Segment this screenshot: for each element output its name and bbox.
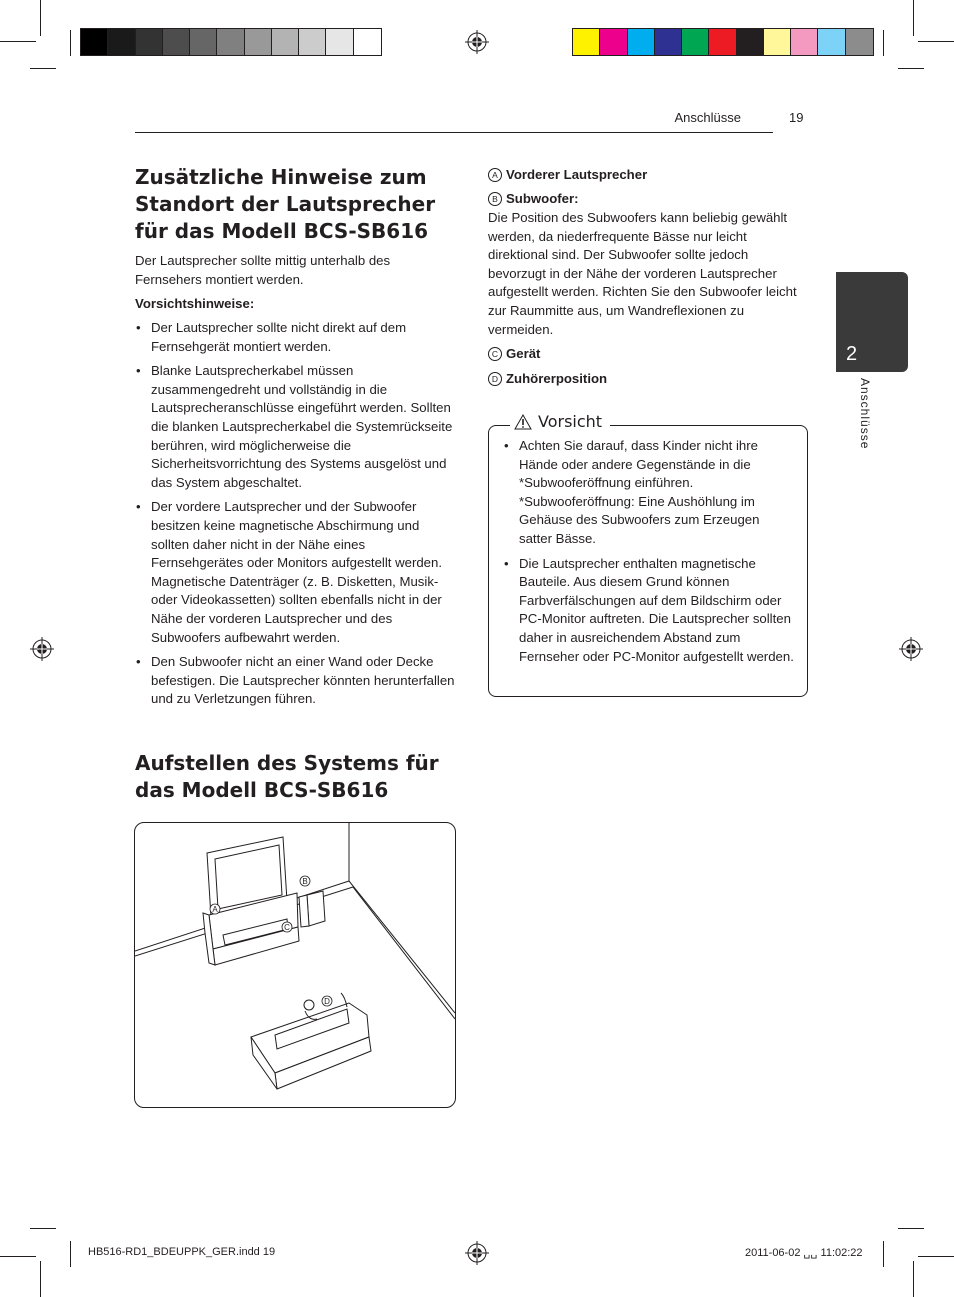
color-swatch <box>764 29 791 55</box>
crop-mark <box>40 0 41 36</box>
warnings-label: Vorsichtshinweise: <box>135 296 255 311</box>
crop-mark <box>913 1261 914 1297</box>
crop-mark <box>0 1256 36 1257</box>
crop-mark <box>918 1256 954 1257</box>
legend-marker-b: B <box>488 192 502 206</box>
color-swatch <box>326 29 353 55</box>
list-item: • Blanke Lautsprecherkabel müssen zusammengedreht und vollständig in die Lautsprecheranschlüsse eingeführt werden. Sollten die blanken Lautsprecherkabel die Systemrückseite berühren, wird möglicherweise die Sicherheitsvorrichtung des Systems ausgelöst und das System abgeschaltet. <box>135 362 457 492</box>
color-swatch <box>81 29 108 55</box>
color-swatch <box>217 29 244 55</box>
intro-paragraph: Der Lautsprecher sollte mittig unterhalb des Fernsehers montiert werden. <box>135 253 391 287</box>
legend-item-c <box>488 345 808 364</box>
crop-mark <box>913 0 914 36</box>
crop-mark <box>70 30 71 56</box>
color-swatch <box>190 29 217 55</box>
warning-triangle-icon <box>514 414 532 430</box>
color-swatch <box>245 29 272 55</box>
color-swatch <box>272 29 299 55</box>
caution-title: Vorsicht <box>538 412 603 431</box>
color-swatch <box>846 29 873 55</box>
color-swatch <box>600 29 627 55</box>
legend-label-d: Zuhörerposition <box>506 371 608 386</box>
room-illustration <box>135 823 455 1107</box>
registration-mark-icon <box>465 1241 489 1265</box>
crop-mark <box>40 1261 41 1297</box>
crop-mark <box>0 41 36 42</box>
legend-label-a: Vorderer Lautsprecher <box>506 167 648 182</box>
crop-mark <box>70 1241 71 1267</box>
color-bar <box>572 28 874 56</box>
color-swatch <box>108 29 135 55</box>
color-swatch <box>573 29 600 55</box>
color-swatch <box>136 29 163 55</box>
legend-item-d <box>488 370 808 389</box>
color-swatch <box>737 29 764 55</box>
chapter-number: 2 <box>846 343 858 365</box>
legend-marker-c: C <box>488 347 502 361</box>
color-swatch <box>818 29 845 55</box>
legend-label-b: Subwoofer: <box>506 191 579 206</box>
registration-mark-icon <box>30 637 54 661</box>
diagram-label-c: C <box>284 923 290 932</box>
color-swatch <box>628 29 655 55</box>
color-swatch <box>163 29 190 55</box>
section-heading-setup: Aufstellen des Systems für das Modell BCS-SB616 <box>135 751 439 802</box>
color-swatch <box>655 29 682 55</box>
list-item: • Die Lautsprecher enthalten magnetische Bauteile. Aus diesem Grund können Farbverfälschungen auf dem Bildschirm oder PC-Monitor auftreten. Die Lautsprecher sollten daher in ausreichendem Abstand zum Fernseher oder PC-Monitor aufgestellt werden. <box>503 555 796 667</box>
footer-filename: HB516-RD1_BDEUPPK_GER.indd 19 <box>88 1246 276 1258</box>
legend-item-b <box>488 190 808 209</box>
crop-mark <box>30 68 56 69</box>
header-title: Anschlüsse <box>674 110 741 125</box>
list-item: • Den Subwoofer nicht an einer Wand oder Decke befestigen. Die Lautsprecher könnten herunterfallen und zu Verletzungen führen. <box>135 653 457 709</box>
page-number: 19 <box>789 110 804 125</box>
section-heading-placement: Zusätzliche Hinweise zum Standort der Lautsprecher für das Modell BCS-SB616 <box>135 165 436 243</box>
diagram-label-d: D <box>324 997 330 1006</box>
legend-item-a <box>488 166 808 185</box>
list-item: • Der vordere Lautsprecher und der Subwoofer besitzen keine magnetische Abschirmung und sollten daher nicht in der Nähe eines Fernsehgerätes oder Monitors aufgestellt werden. Magnetische Datenträger (z. B. Disketten, Musik- oder Videokassetten) sollten ebenfalls nicht in der Nähe der vorderen Lautsprecher und des Subwoofers aufbewahrt werden. <box>135 498 457 647</box>
subwoofer-description: Die Position des Subwoofers kann beliebig gewählt werden, da niederfrequente Bässe nur leicht direktional sind. Der Subwoofer sollte jedoch bevorzugt in der Nähe der vorderen Lautsprecher aufgestellt werden. Richten Sie den Subwoofer leicht zur Raummitte aus, um Wandreflexionen zu vermeiden. <box>488 210 797 337</box>
caution-heading <box>510 412 610 431</box>
legend-label-c: Gerät <box>506 346 541 361</box>
crop-mark <box>883 30 884 56</box>
warnings-list <box>135 319 457 715</box>
crop-mark <box>898 1228 924 1229</box>
legend-marker-a: A <box>488 168 502 182</box>
crop-mark <box>883 1241 884 1267</box>
list-item: • Der Lautsprecher sollte nicht direkt auf dem Fernsehgerät montiert werden. <box>135 319 457 356</box>
legend-marker-d: D <box>488 372 502 386</box>
footer-timestamp: 2011-06-02 ␣␣ 11:02:22 <box>745 1247 863 1259</box>
crop-mark <box>898 68 924 69</box>
registration-mark-icon <box>465 30 489 54</box>
color-swatch <box>299 29 326 55</box>
running-header <box>135 110 773 133</box>
diagram-label-a: A <box>212 905 218 914</box>
crop-mark <box>918 41 954 42</box>
room-setup-diagram <box>134 822 456 1108</box>
list-item: • Achten Sie darauf, dass Kinder nicht ihre Hände oder andere Gegenstände in die *Subwooferöffnung einführen. *Subwooferöffnung: Eine Aushöhlung im Gehäuse des Subwoofers zum Erzeugen satter Bässe. <box>503 437 796 549</box>
crop-mark <box>30 1228 56 1229</box>
caution-list <box>503 437 796 672</box>
registration-mark-icon <box>899 637 923 661</box>
diagram-label-b: B <box>302 877 308 886</box>
color-swatch <box>791 29 818 55</box>
color-swatch <box>682 29 709 55</box>
color-swatch <box>354 29 381 55</box>
gray-color-bar <box>80 28 382 56</box>
chapter-label: Anschlüsse <box>858 378 872 450</box>
color-swatch <box>709 29 736 55</box>
